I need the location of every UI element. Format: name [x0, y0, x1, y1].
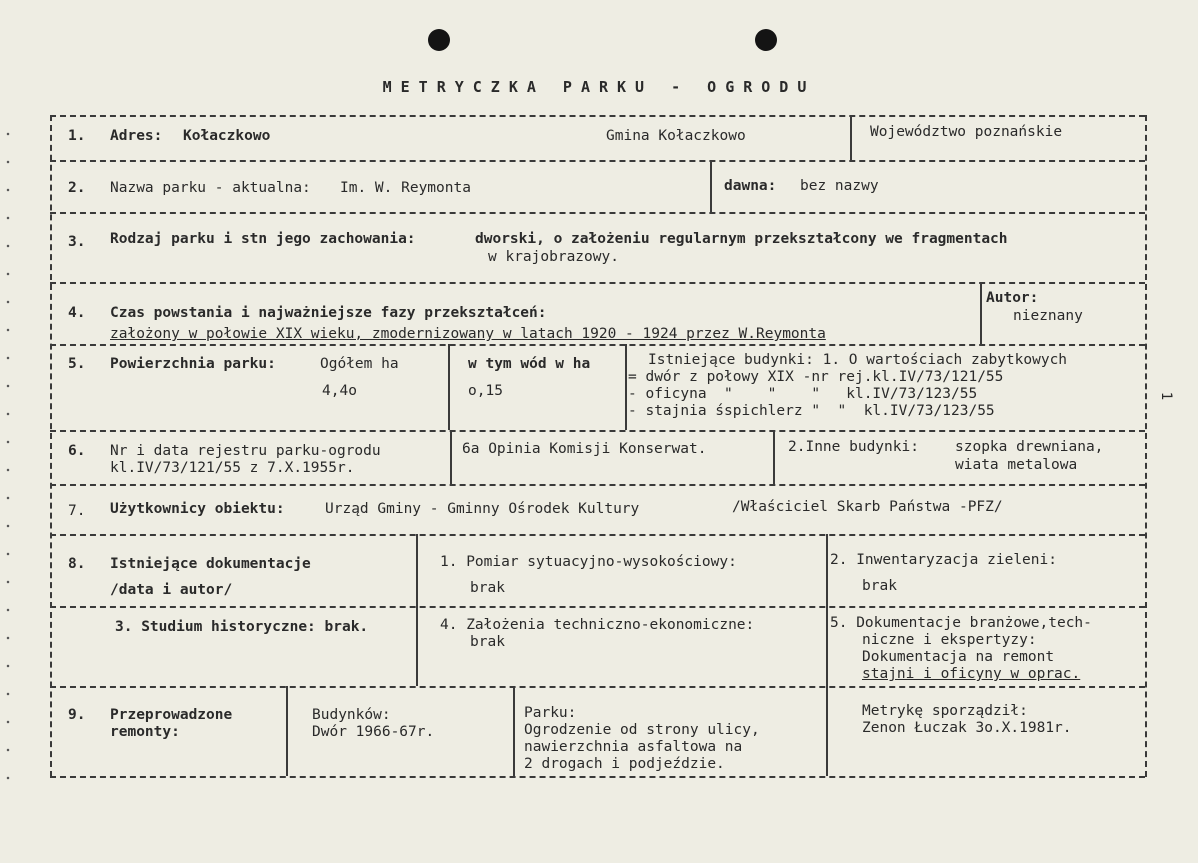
- cell-divider: [710, 160, 712, 212]
- author-label: Autor:: [986, 290, 1039, 306]
- building-entry: - oficyna " " " kl.IV/73/123/55: [628, 386, 978, 402]
- survey-value: brak: [470, 580, 505, 596]
- cell-divider: [980, 282, 982, 344]
- divider: [50, 484, 1145, 486]
- former-name-label: dawna:: [724, 178, 777, 194]
- repairs-label-cont: remonty:: [110, 724, 180, 740]
- register-value: kl.IV/73/121/55 z 7.X.1955r.: [110, 460, 355, 476]
- other-buildings-value: szopka drewniana,: [955, 439, 1104, 455]
- divider: [50, 160, 1145, 162]
- cell-divider: [625, 344, 627, 430]
- record-author-value: Zenon Łuczak 3o.X.1981r.: [862, 720, 1072, 736]
- cell-divider: [773, 430, 775, 484]
- branch-docs-line: Dokumentacja na remont: [862, 649, 1055, 665]
- park-type-value-cont: w krajobrazowy.: [488, 249, 619, 265]
- users-value: Urząd Gminy - Gminny Ośrodek Kultury: [325, 501, 640, 517]
- divider: [50, 534, 1145, 536]
- divider: [50, 686, 1145, 688]
- record-author-label: Metrykę sporządził:: [862, 703, 1028, 719]
- wojewodztwo-value: Województwo poznańskie: [870, 124, 1063, 140]
- address-label: Adres:: [110, 128, 163, 144]
- area-label: Powierzchnia parku:: [110, 356, 276, 372]
- history-study: 3. Studium historyczne: brak.: [115, 619, 369, 635]
- branch-docs-line: niczne i ekspertyzy:: [862, 632, 1037, 648]
- water-area-label: w tym wód w ha: [468, 356, 591, 372]
- inventory-value: brak: [862, 578, 897, 594]
- repairs-label: Przeprowadzone: [110, 707, 233, 723]
- existing-buildings-header: Istniejące budynki: 1. O wartościach zabytkowych: [648, 352, 1068, 368]
- history-value: założony w połowie XIX wieku, zmodernizowany w latach 1920 - 1924 przez W.Reymonta: [110, 326, 826, 342]
- history-label: Czas powstania i najważniejsze fazy przekształceń:: [110, 305, 547, 321]
- documentation-sublabel: /data i autor/: [110, 582, 233, 598]
- users-label: Użytkownicy obiektu:: [110, 501, 285, 517]
- gmina-value: Gmina Kołaczkowo: [606, 128, 746, 144]
- building-entry: - stajnia śspichlerz " " kl.IV/73/123/55: [628, 403, 995, 419]
- park-repairs-line: nawierzchnia asfaltowa na: [524, 739, 743, 755]
- punch-hole-left: [428, 29, 450, 51]
- cell-divider: [450, 430, 452, 484]
- building-repairs-label: Budynków:: [312, 707, 391, 723]
- other-buildings-label: 2.Inne budynki:: [788, 439, 919, 455]
- divider: [50, 430, 1145, 432]
- row-number: 8.: [68, 556, 86, 572]
- author-value: nieznany: [1013, 308, 1083, 324]
- tech-econ-label: 4. Założenia techniczno-ekonomiczne:: [440, 617, 755, 633]
- cell-divider: [286, 686, 288, 776]
- document-title: METRYCZKA PARKU - OGRODU: [382, 78, 816, 96]
- divider: [50, 776, 1145, 778]
- row-number: 1.: [68, 128, 86, 144]
- row-number: 4.: [68, 305, 86, 321]
- cell-divider: [416, 534, 418, 686]
- park-type-label: Rodzaj parku i stn jego zachowania:: [110, 231, 416, 247]
- row-number: 2.: [68, 180, 86, 196]
- edge-perforation: [6, 120, 10, 800]
- cell-divider: [448, 344, 450, 430]
- park-repairs-line: Ogrodzenie od strony ulicy,: [524, 722, 760, 738]
- park-type-value: dworski, o założeniu regularnym przekształcony we fragmentach: [475, 231, 1008, 247]
- branch-docs-line: 5. Dokumentacje branżowe,tech-: [830, 615, 1092, 631]
- row-number: 9.: [68, 707, 86, 723]
- punch-hole-right: [755, 29, 777, 51]
- branch-docs-line: stajni i oficyny w oprac.: [862, 666, 1081, 682]
- building-repairs-value: Dwór 1966-67r.: [312, 724, 435, 740]
- park-repairs-line: 2 drogach i podjeździe.: [524, 756, 725, 772]
- cell-divider: [850, 115, 852, 160]
- row-number: 6.: [68, 443, 86, 459]
- area-total-label: Ogółem ha: [320, 356, 399, 372]
- page-number: 1: [1158, 391, 1175, 401]
- border-right: [1145, 115, 1147, 777]
- park-name-value: Im. W. Reymonta: [340, 180, 471, 196]
- park-name-label: Nazwa parku - aktualna:: [110, 180, 311, 196]
- row-number: 7.: [68, 503, 86, 519]
- water-area-value: o,15: [468, 383, 503, 399]
- building-entry: = dwór z połowy XIX -nr rej.kl.IV/73/121/55: [628, 369, 1004, 385]
- area-total-value: 4,4o: [322, 383, 357, 399]
- cell-divider: [826, 534, 828, 686]
- border-left: [50, 115, 52, 777]
- other-buildings-value-cont: wiata metalowa: [955, 457, 1078, 473]
- survey-label: 1. Pomiar sytuacyjno-wysokościowy:: [440, 554, 737, 570]
- former-name-value: bez nazwy: [800, 178, 879, 194]
- row-number: 5.: [68, 356, 86, 372]
- conservation-opinion: 6a Opinia Komisji Konserwat.: [462, 441, 707, 457]
- row-number: 3.: [68, 234, 86, 250]
- park-repairs-label: Parku:: [524, 705, 577, 721]
- owner-value: /Właściciel Skarb Państwa -PFZ/: [732, 499, 1003, 515]
- cell-divider: [826, 686, 828, 776]
- divider: [50, 606, 1145, 608]
- tech-econ-value: brak: [470, 634, 505, 650]
- divider: [50, 212, 1145, 214]
- register-label: Nr i data rejestru parku-ogrodu: [110, 443, 381, 459]
- documentation-label: Istniejące dokumentacje: [110, 556, 311, 572]
- address-value: Kołaczkowo: [183, 128, 271, 144]
- divider: [50, 115, 1145, 117]
- divider: [50, 344, 1145, 346]
- cell-divider: [513, 686, 515, 776]
- inventory-label: 2. Inwentaryzacja zieleni:: [830, 552, 1057, 568]
